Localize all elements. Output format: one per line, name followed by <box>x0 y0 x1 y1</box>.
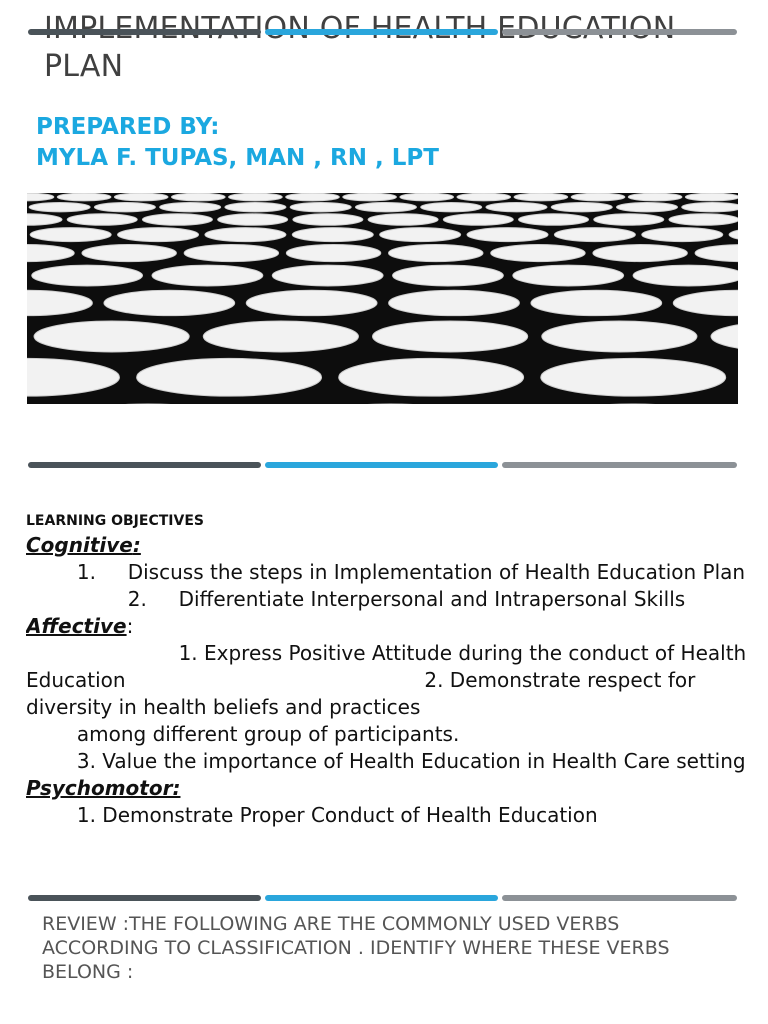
cognitive-label: Cognitive <box>26 533 133 557</box>
divider-segment-blue <box>265 29 498 35</box>
disc <box>393 265 504 286</box>
disc <box>551 202 612 211</box>
disc <box>669 214 738 225</box>
disc <box>554 228 635 242</box>
cognitive-heading <box>26 532 754 559</box>
disc <box>290 202 351 211</box>
disc <box>633 265 738 286</box>
disc <box>142 214 212 225</box>
disc <box>355 202 416 211</box>
affective-item-2-cont: among different group of participants. <box>26 722 460 746</box>
review-divider <box>28 895 741 901</box>
divider-segment-grey <box>502 895 737 901</box>
disc <box>32 265 143 286</box>
author-name: MYLA F. TUPAS, MAN , RN , LPT <box>36 145 439 171</box>
disc <box>542 321 697 352</box>
disc <box>203 321 358 352</box>
disc <box>94 202 155 211</box>
disc <box>368 214 438 225</box>
title-divider <box>28 29 741 35</box>
disc <box>685 193 738 201</box>
disc <box>229 193 283 201</box>
cognitive-colon: : <box>132 533 141 557</box>
disc <box>30 228 111 242</box>
disc <box>380 228 461 242</box>
divider-segment-dark <box>28 462 261 468</box>
disc <box>67 214 137 225</box>
disc <box>286 193 340 201</box>
disc <box>246 290 377 315</box>
affective-heading <box>26 613 754 640</box>
disc <box>118 228 199 242</box>
disc <box>292 228 373 242</box>
objectives-heading: LEARNING OBJECTIVES <box>26 513 204 529</box>
disc <box>160 202 221 211</box>
disc <box>594 214 664 225</box>
disc <box>218 214 288 225</box>
disc <box>34 321 189 352</box>
divider-segment-blue <box>265 462 498 468</box>
discs-pattern-svg <box>27 193 738 404</box>
disc <box>491 245 585 262</box>
divider-segment-grey <box>502 29 737 35</box>
disc <box>486 202 547 211</box>
disc <box>514 193 568 201</box>
learning-objectives <box>26 510 754 863</box>
prepared-by-block <box>36 112 439 174</box>
disc <box>467 228 548 242</box>
divider-segment-dark <box>28 895 261 901</box>
disc <box>593 245 687 262</box>
disc <box>682 202 738 211</box>
disc <box>343 193 397 201</box>
disc <box>339 358 524 396</box>
affective-item-1-2: 1. Express Positive Attitude during the conduct of Health Education 2. Demonstrate respect for diversity in health beliefs and practices <box>26 641 753 719</box>
prepared-by-label: PREPARED BY: <box>36 114 220 140</box>
disc <box>286 245 380 262</box>
disc <box>628 193 682 201</box>
disc <box>389 245 483 262</box>
disc <box>616 202 677 211</box>
disc <box>104 290 235 315</box>
disc <box>389 290 520 315</box>
disc <box>400 193 454 201</box>
disc <box>137 358 322 396</box>
disc <box>519 214 589 225</box>
cognitive-item-2: 2. Differentiate Interpersonal and Intrapersonal Skills <box>26 587 686 611</box>
disc <box>82 245 176 262</box>
disc <box>205 228 286 242</box>
review-prompt: REVIEW :THE FOLLOWING ARE THE COMMONLY USED VERBS ACCORDING TO CLASSIFICATION . IDENTIFY WHERE THESE VERBS BELONG : <box>42 913 670 983</box>
affective-label: Affective <box>26 614 127 638</box>
disc <box>642 228 723 242</box>
disc <box>421 202 482 211</box>
divider-segment-blue <box>265 895 498 901</box>
disc <box>29 202 90 211</box>
divider-segment-dark <box>28 29 261 35</box>
disc <box>513 265 624 286</box>
psychomotor-item-1: 1. Demonstrate Proper Conduct of Health Education <box>26 803 598 827</box>
psychomotor-label: Psychomotor: <box>26 776 181 800</box>
disc <box>541 358 726 396</box>
divider-segment-grey <box>502 462 737 468</box>
disc <box>152 265 263 286</box>
disc <box>114 193 168 201</box>
disc <box>531 290 662 315</box>
affective-colon: : <box>126 614 134 638</box>
disc <box>571 193 625 201</box>
disc <box>373 321 528 352</box>
page-title: PLAN <box>44 49 124 84</box>
section-divider <box>28 462 741 468</box>
cognitive-item-1: 1. Discuss the steps in Implementation of Health Education Plan <box>26 560 746 584</box>
disc <box>272 265 383 286</box>
disc <box>184 245 278 262</box>
white-discs-pattern-image <box>27 193 738 404</box>
disc <box>443 214 513 225</box>
disc <box>225 202 286 211</box>
disc <box>457 193 511 201</box>
disc <box>57 193 111 201</box>
affective-item-3: 3. Value the importance of Health Education in Health Care setting <box>26 749 746 773</box>
disc <box>172 193 226 201</box>
disc <box>293 214 363 225</box>
